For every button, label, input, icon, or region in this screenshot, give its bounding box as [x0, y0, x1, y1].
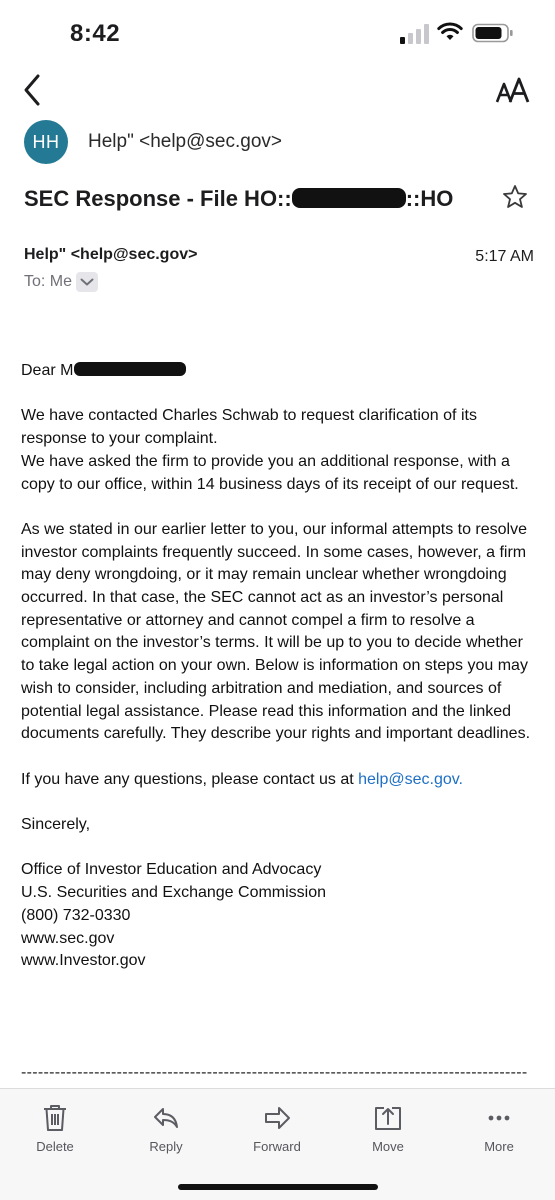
paragraph-1a: We have contacted Charles Schwab to request clarification of its response to your complaint. [21, 407, 477, 448]
paragraph-2: As we stated in our earlier letter to you, our informal attempts to resolve investor complaints frequently succeed. In some cases, however, a firm may deny wrongdoing, or it may remain unclear whether wrongdoing occurred. In that case, the SEC cannot act as an investor’s personal representative or attorney and cannot compel a firm to resolve a complaint on the investor’s terms. It will be up to you to decide whether to take legal action on your own. Below is information on steps you may wish to consider, including arbitration and mediation, and sources of potential legal assistance. Please read this information and the linked documents carefully. They describe your rights and important deadlines. [21, 520, 531, 743]
sender-row[interactable] [24, 120, 534, 164]
recipient-label: To: Me [24, 273, 73, 290]
subject-prefix: SEC Response - File HO:: [24, 186, 292, 211]
greeting: Dear M [21, 362, 74, 379]
subject-title [24, 186, 453, 212]
delete-label: Delete [36, 1139, 74, 1154]
chevron-down-icon [76, 272, 98, 292]
text-size-button[interactable] [494, 76, 534, 106]
separator-line: ------------------------------------------------------------------------------------------ [21, 1064, 528, 1081]
reply-icon [151, 1103, 181, 1133]
status-bar [0, 0, 555, 66]
signature-sec-site: www.sec.gov [21, 929, 115, 947]
more-dots-icon [484, 1103, 514, 1133]
help-email-link[interactable]: help@sec.gov. [358, 770, 463, 788]
paragraph-3 [21, 769, 535, 792]
move-label: Move [372, 1139, 404, 1154]
from-address[interactable]: Help" <help@sec.gov> [24, 246, 198, 263]
forward-icon [262, 1103, 292, 1133]
move-to-folder-icon [373, 1103, 403, 1133]
signature-office: Office of Investor Education and Advocacy [21, 861, 322, 879]
more-button[interactable] [459, 1103, 539, 1159]
recipient-line [24, 272, 98, 292]
status-time: 8:42 [70, 20, 121, 47]
star-icon[interactable] [502, 184, 528, 210]
delete-button[interactable] [15, 1103, 95, 1159]
reply-label: Reply [149, 1139, 183, 1154]
signature-investor-site: www.Investor.gov [21, 952, 146, 970]
wifi-icon [437, 22, 463, 42]
battery-icon [472, 23, 514, 43]
text-size-icon [494, 76, 534, 106]
sender-display: Help" <help@sec.gov> [88, 131, 282, 152]
greeting-line [21, 360, 535, 383]
back-chevron-icon[interactable] [18, 70, 48, 110]
reply-button[interactable] [126, 1103, 206, 1159]
avatar: HH [24, 120, 68, 164]
subject-suffix: ::HO [405, 186, 454, 211]
more-label: More [484, 1139, 514, 1154]
paragraph-3-text: If you have any questions, please contact us at [21, 770, 359, 788]
message-header [24, 244, 534, 296]
forward-label: Forward [253, 1139, 301, 1154]
nav-bar [0, 66, 555, 114]
forward-button[interactable] [237, 1103, 317, 1159]
cellular-signal-icon [400, 24, 430, 44]
subject-redaction [292, 188, 406, 208]
received-time: 5:17 AM [475, 248, 534, 265]
home-indicator[interactable] [178, 1184, 378, 1190]
message-body [21, 360, 535, 973]
paragraph-1b: We have asked the firm to provide you an additional response, with a copy to our office, within 14 business days of its receipt of our request. [21, 452, 519, 493]
subject-row [24, 180, 534, 220]
expand-recipients-button[interactable] [76, 272, 98, 292]
closing: Sincerely, [21, 816, 91, 833]
move-button[interactable] [348, 1103, 428, 1159]
greeting-redaction [74, 362, 186, 376]
trash-icon [40, 1103, 70, 1133]
signature-phone: (800) 732-0330 [21, 906, 131, 924]
signature-agency: U.S. Securities and Exchange Commission [21, 884, 327, 902]
